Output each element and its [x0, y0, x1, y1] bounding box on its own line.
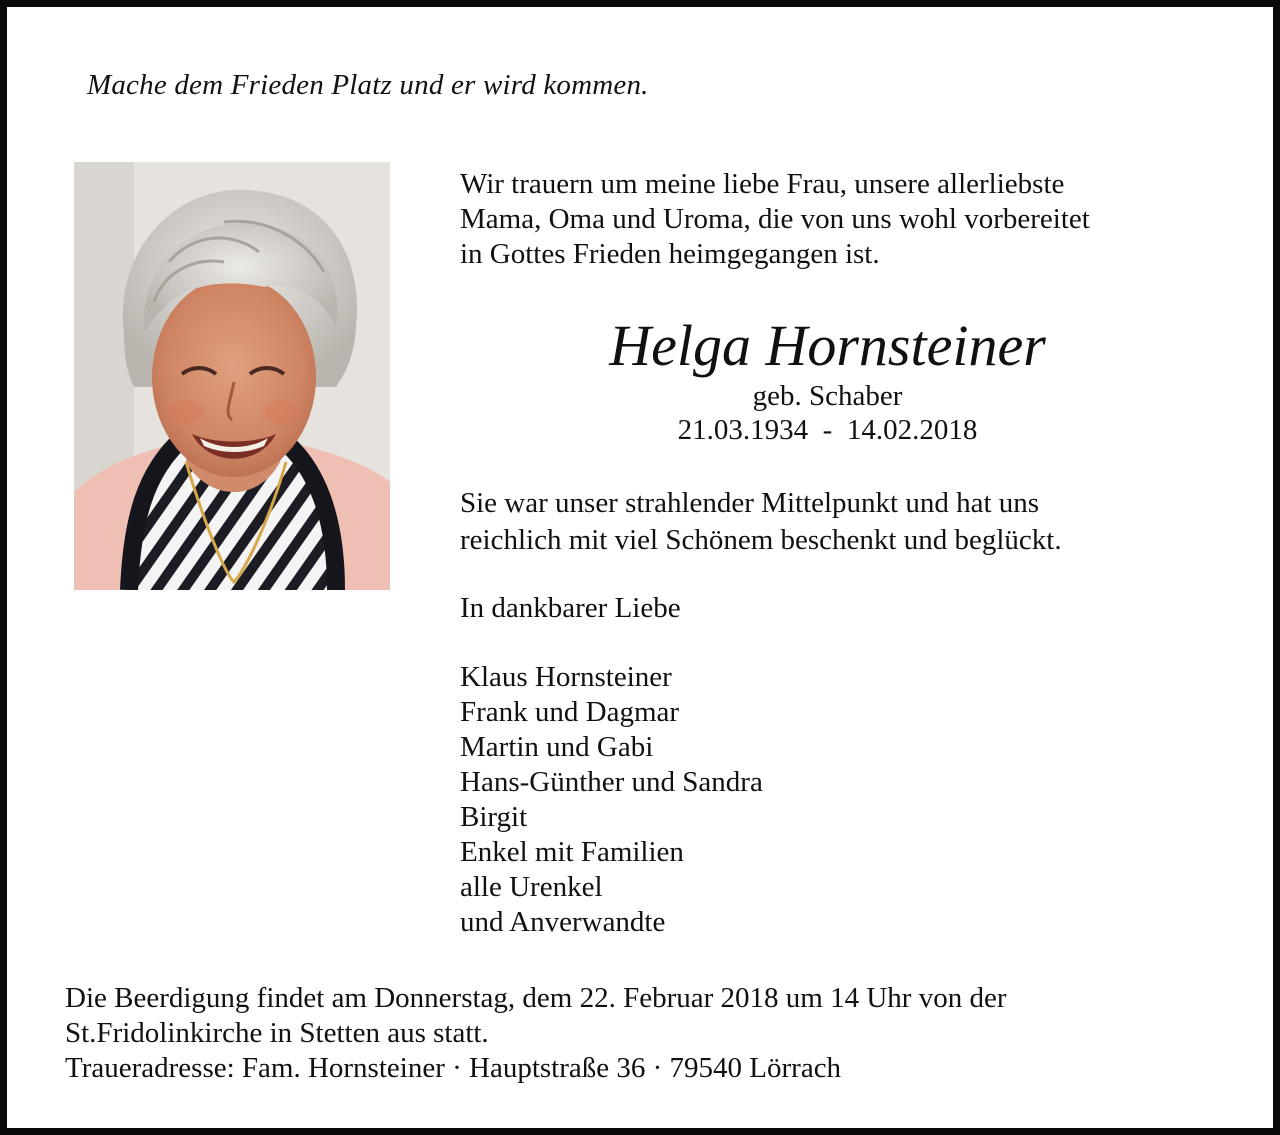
- tribute-text: [460, 485, 1220, 559]
- portrait-photo: [74, 162, 390, 590]
- mourner-name: und Anverwandte: [460, 906, 666, 938]
- intro-line: in Gottes Frieden heimgegangen ist.: [460, 238, 880, 270]
- deceased-name: Helga Hornsteiner: [609, 313, 1046, 378]
- portrait-illustration: [74, 162, 390, 590]
- mourner-name: Hans-Günther und Sandra: [460, 766, 763, 798]
- mourning-address: Traueradresse: Fam. Hornsteiner · Hauptstraße 36 · 79540 Lörrach: [65, 1052, 842, 1084]
- intro-line: Wir trauern um meine liebe Frau, unsere allerliebste: [460, 168, 1065, 200]
- mourner-name: alle Urenkel: [460, 871, 603, 903]
- motto-quote: Mache dem Frieden Platz und er wird kommen.: [87, 69, 649, 101]
- funeral-line: Die Beerdigung findet am Donnerstag, dem 22. Februar 2018 um 14 Uhr von der: [65, 982, 1007, 1014]
- intro-text: [460, 167, 1220, 272]
- mourner-name: Frank und Dagmar: [460, 696, 680, 728]
- funeral-line: St.Fridolinkirche in Stetten aus statt.: [65, 1017, 489, 1049]
- closing-phrase: In dankbarer Liebe: [460, 592, 681, 624]
- mourner-name: Martin und Gabi: [460, 731, 654, 763]
- mourner-name: Klaus Hornsteiner: [460, 661, 672, 693]
- tribute-line: Sie war unser strahlender Mittelpunkt und hat uns: [460, 487, 1040, 519]
- tribute-line: reichlich mit viel Schönem beschenkt und beglückt.: [460, 524, 1062, 556]
- mourners-list: [460, 660, 763, 940]
- mourner-name: Birgit: [460, 801, 528, 833]
- birth-name: geb. Schaber: [752, 380, 903, 412]
- mourner-name: Enkel mit Familien: [460, 836, 684, 868]
- intro-line: Mama, Oma und Uroma, die von uns wohl vorbereitet: [460, 203, 1090, 235]
- funeral-details: [65, 981, 1245, 1086]
- life-dates: 21.03.1934 - 14.02.2018: [677, 414, 978, 446]
